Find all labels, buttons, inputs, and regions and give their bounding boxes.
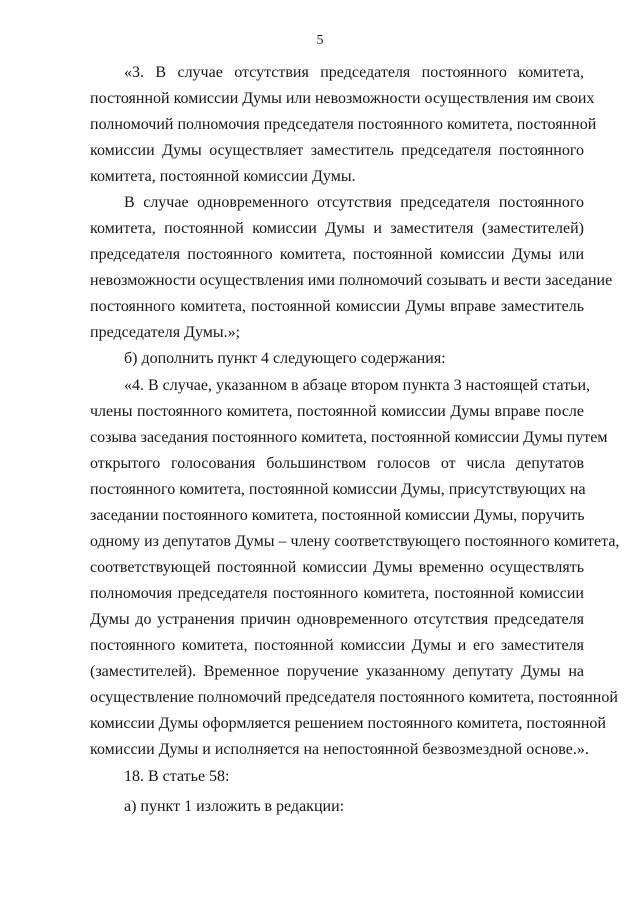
- text-line: невозможности осуществления ими полномочий созывать и вести заседание: [90, 272, 613, 289]
- text-line: постоянного комитета, постоянной комиссии Думы и его заместителя: [90, 637, 584, 654]
- text-line: а) пункт 1 изложить в редакции:: [124, 798, 345, 815]
- text-line: открытого голосования большинством голосов от числа депутатов: [90, 455, 584, 472]
- text-line: (заместителей). Временное поручение указанному депутату Думы на: [90, 663, 584, 680]
- text-line: соответствующей постоянной комиссии Думы временно осуществлять: [90, 559, 584, 576]
- text-line: «4. В случае, указанном в абзаце втором пункта 3 настоящей статьи,: [124, 377, 591, 394]
- text-line: заседании постоянного комитета, постоянной комиссии Думы, поручить: [90, 507, 585, 524]
- text-line: комиссии Думы осуществляет заместитель председателя постоянного: [90, 142, 584, 159]
- text-line: председателя постоянного комитета, постоянной комиссии Думы или: [90, 246, 584, 263]
- text-line: одному из депутатов Думы – члену соответствующего постоянного комитета,: [90, 533, 620, 550]
- text-line: председателя Думы.»;: [90, 324, 241, 341]
- text-line: 18. В статье 58:: [124, 768, 230, 785]
- text-line: комитета, постоянной комиссии Думы.: [90, 168, 356, 185]
- text-line: созыва заседания постоянного комитета, постоянной комиссии Думы путем: [90, 429, 608, 446]
- text-line: Думы до устранения причин одновременного отсутствия председателя: [90, 611, 584, 628]
- text-line: комитета, постоянной комиссии Думы и заместителя (заместителей): [90, 220, 584, 237]
- page-number: 5: [316, 33, 324, 48]
- text-line: постоянного комитета, постоянной комиссии Думы вправе заместитель: [90, 298, 584, 315]
- text-line: «3. В случае отсутствия председателя постоянного комитета,: [124, 64, 584, 81]
- text-line: постоянной комиссии Думы или невозможности осуществления им своих: [90, 90, 595, 107]
- text-line: полномочий полномочия председателя постоянного комитета, постоянной: [90, 116, 597, 133]
- text-line: постоянного комитета, постоянной комиссии Думы, присутствующих на: [90, 481, 586, 498]
- text-line: полномочия председателя постоянного комитета, постоянной комиссии: [90, 585, 584, 602]
- text-line: б) дополнить пункт 4 следующего содержания:: [124, 350, 446, 367]
- text-line: В случае одновременного отсутствия председателя постоянного: [124, 194, 584, 211]
- text-line: комиссии Думы и исполняется на непостоянной безвозмездной основе.».: [90, 741, 589, 758]
- text-line: комиссии Думы оформляется решением постоянного комитета, постоянной: [90, 715, 606, 732]
- text-line: осуществление полномочий председателя постоянного комитета, постоянной: [90, 689, 618, 706]
- text-line: члены постоянного комитета, постоянной комиссии Думы вправе после: [90, 403, 584, 420]
